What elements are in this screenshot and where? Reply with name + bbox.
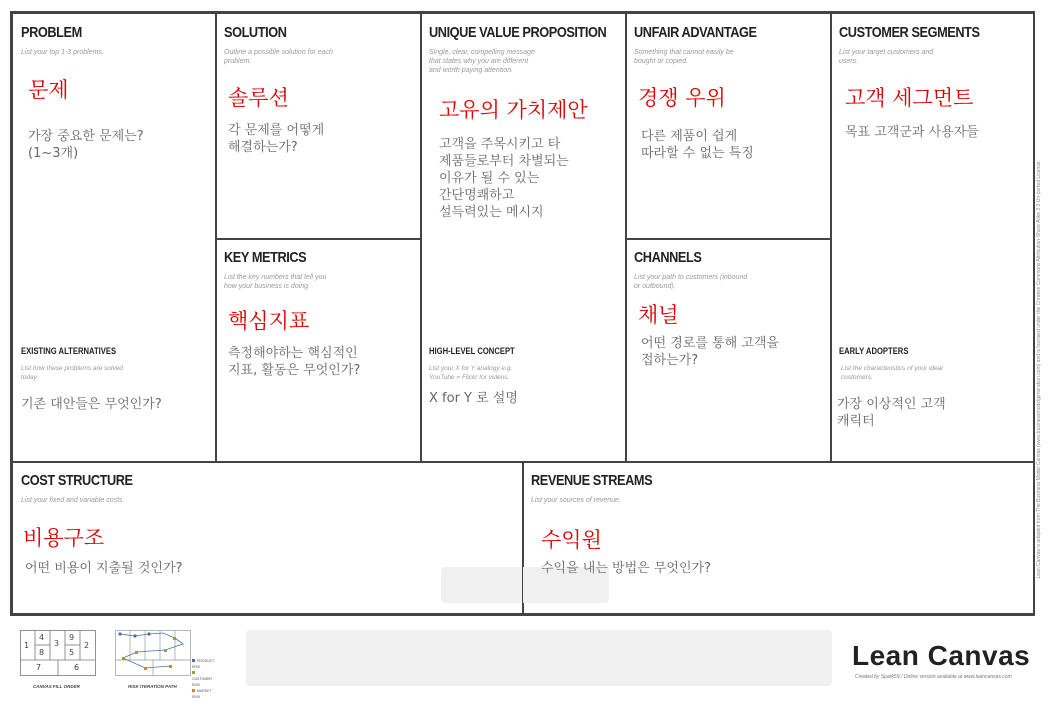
existing-alternatives-ko-desc: 기존 대안들은 무엇인가? [21,397,162,412]
early-adopters-subtitle: List the characteristics of your ideal customers. [841,365,943,381]
revenue-streams-subtitle: List your sources of revenue. [531,497,621,504]
key-metrics-subtitle: List the key numbers that tell you how your business is doing. [224,274,327,290]
cost-structure-ko-desc: 어떤 비용이 지출될 것인가? [25,561,183,576]
unfair-advantage-title: UNFAIR ADVANTAGE [634,24,757,41]
cost-structure-cell[interactable] [12,461,524,614]
channels-subtitle: List your path to customers (inbound or outbound). [634,274,748,290]
revenue-streams-title: REVENUE STREAMS [531,472,653,489]
unfair-advantage-subtitle: Something that cannot easily be bought or copied. [634,49,734,65]
revenue-streams-ko-desc: 수익을 내는 방법은 무엇인가? [541,561,711,576]
revenue-streams-ko-title: 수익원 [541,528,602,552]
channels-title: CHANNELS [634,249,702,266]
revenue-streams-cell[interactable] [522,461,1035,614]
fill-order-number-6: 6 [74,663,80,672]
problem-cell[interactable] [12,13,217,463]
license-note-text: Lean Canvas is adapted from The Business Model Canvas (www.businessmodelgeneration.com) and is licensed under the Creative Commons Attribution-Share Alike 3.0 Un-ported License. [1036,160,1042,579]
high-level-concept-ko-desc: X for Y 로 설명 [429,391,518,406]
lean-canvas-board [10,11,1035,616]
existing-alternatives-title: EXISTING ALTERNATIVES [21,346,117,356]
channels-cell[interactable] [625,238,832,463]
footer-blank-bar [246,630,832,686]
cost-structure-title: COST STRUCTURE [21,472,133,489]
key-metrics-cell[interactable] [215,238,422,463]
solution-subtitle: Outline a possible solution for each problem. [224,49,333,65]
risk-legend [192,658,215,700]
problem-ko-desc: 가장 중요한 문제는? (1~3개) [28,129,144,161]
high-level-concept-subtitle: List your X for Y analogy e.g. YouTube = Flickr for videos. [429,365,513,381]
fill-order-number-4: 4 [39,633,45,642]
customer-segments-ko-desc: 목표 고객군과 사용자들 [845,125,979,140]
unfair-advantage-ko-desc: 다른 제품이 쉽게 따라할 수 없는 특징 [641,129,754,161]
uvp-title: UNIQUE VALUE PROPOSITION [429,24,607,41]
key-metrics-title: KEY METRICS [224,249,307,266]
risk-path-grid-icon [115,630,191,676]
fill-order-number-3: 3 [54,639,60,648]
uvp-ko-desc: 고객을 주목시키고 타 제품들로부터 차별되는 이유가 될 수 있는 간단명쾌하고 설득력있는 메시지 [439,137,569,220]
risk-legend-market: MARKET RISK [192,689,212,699]
problem-ko-title: 문제 [28,78,69,102]
lean-canvas-logo: Lean Canvas [852,640,1031,671]
cost-structure-subtitle: List your fixed and variable costs. [21,497,125,504]
solution-ko-desc: 각 문제를 어떻게 해결하는가? [228,123,325,155]
uvp-subtitle: Single, clear, compelling message that states why you are different and worth paying attention. [429,49,535,74]
customer-segments-ko-title: 고객 세그먼트 [845,86,974,110]
key-metrics-ko-title: 핵심지표 [228,309,310,333]
uvp-ko-title: 고유의 가치제안 [439,98,588,122]
solution-cell[interactable] [215,13,422,240]
problem-title: PROBLEM [21,24,82,41]
channels-ko-desc: 어떤 경로를 통해 고객을 접하는가? [641,336,779,368]
problem-subtitle: List your top 1-3 problems. [21,49,104,56]
solution-title: SOLUTION [224,24,287,41]
customer-segments-cell[interactable] [830,13,1035,463]
solution-ko-title: 솔루션 [228,86,289,110]
fill-order-number-8: 8 [39,648,45,657]
customer-segments-title: CUSTOMER SEGMENTS [839,24,980,41]
early-adopters-title: EARLY ADOPTERS [839,346,909,356]
lean-canvas-credit: Created by Spark59 / Online version available at www.leancanvas.com [855,674,1012,680]
fill-order-number-5: 5 [69,648,75,657]
existing-alternatives-subtitle: List how these problems are solved today. [21,365,123,381]
risk-legend-customer: CUSTOMER RISK [192,670,215,688]
channels-ko-title: 채널 [638,303,679,327]
customer-segments-subtitle: List your target customers and users. [839,49,934,65]
key-metrics-ko-desc: 측정해야하는 핵심적인 지표, 활동은 무엇인가? [228,346,361,378]
license-note [1036,160,1054,610]
fill-order-number-2: 2 [84,641,90,650]
canvas-fill-order-diagram [20,630,96,676]
risk-iteration-path-label: RISK ITERATION PATH [128,684,177,689]
risk-legend-product: PRODUCT RISK [192,659,215,669]
unfair-advantage-ko-title: 경쟁 우위 [638,86,726,110]
fill-order-number-7: 7 [36,663,42,672]
early-adopters-ko-desc: 가장 이상적인 고객 캐릭터 [837,397,946,429]
high-level-concept-title: HIGH-LEVEL CONCEPT [429,346,515,356]
unfair-advantage-cell[interactable] [625,13,832,240]
fill-order-grid-icon [20,630,96,676]
cost-structure-ko-title: 비용구조 [23,526,105,550]
uvp-cell[interactable] [420,13,627,463]
canvas-fill-order-label: CANVAS FILL ORDER [33,684,80,689]
fill-order-number-9: 9 [69,633,75,642]
fill-order-number-1: 1 [24,641,30,650]
